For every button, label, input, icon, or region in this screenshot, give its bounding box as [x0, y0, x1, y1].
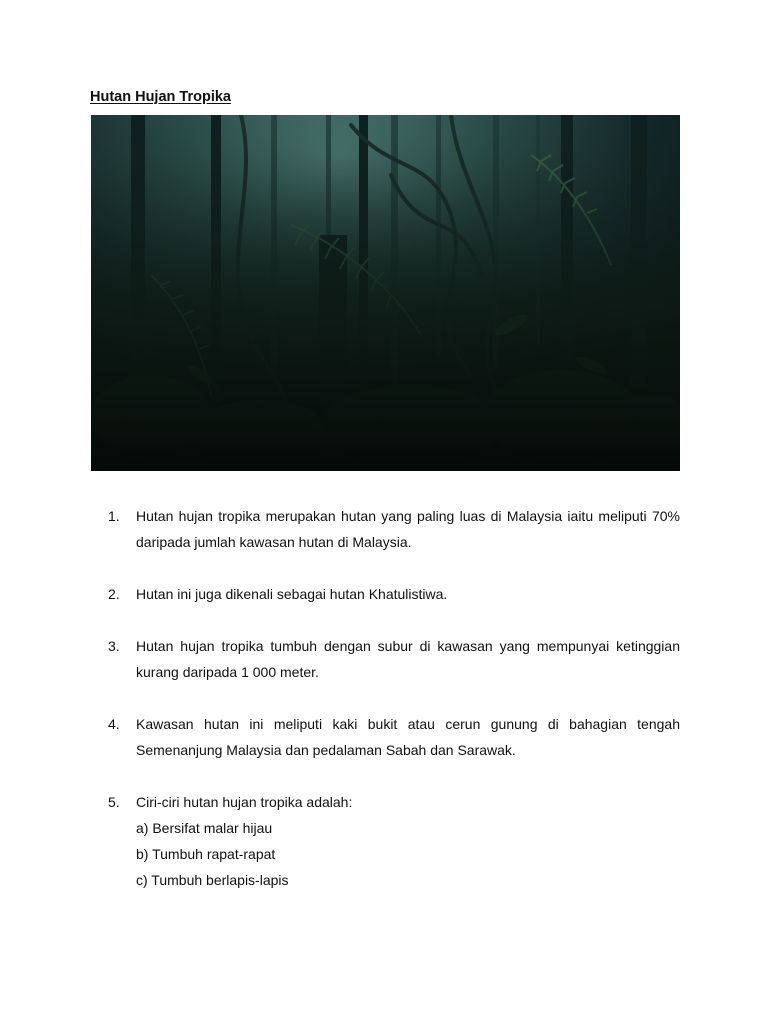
sub-item: b) Tumbuh rapat-rapat: [136, 846, 276, 862]
list-item-text: Hutan hujan tropika merupakan hutan yang paling luas di Malaysia iaitu meliputi 70% daripada jumlah kawasan hutan di Malaysia.: [136, 508, 680, 550]
list-item-text: Ciri-ciri hutan hujan tropika adalah:: [136, 794, 353, 810]
list-item-text: Kawasan hutan ini meliputi kaki bukit atau cerun gunung di bahagian tengah Semenanjung Malaysia dan pedalaman Sabah dan Sarawak.: [136, 716, 680, 758]
list-item: [108, 503, 680, 555]
list-item: [108, 789, 680, 893]
list-item: [108, 581, 680, 607]
list-number: 2.: [108, 586, 120, 602]
sub-item: a) Bersifat malar hijau: [136, 820, 273, 836]
sub-item: c) Tumbuh berlapis-lapis: [136, 872, 289, 888]
list-item: [108, 711, 680, 763]
rainforest-photo: [91, 115, 680, 471]
list-item: [108, 633, 680, 685]
list-number: 3.: [108, 638, 120, 654]
list-number: 4.: [108, 716, 120, 732]
list-number: 1.: [108, 508, 120, 524]
list-item-text: Hutan ini juga dikenali sebagai hutan Khatulistiwa.: [136, 586, 448, 602]
numbered-list: [108, 503, 680, 893]
document-title: Hutan Hujan Tropika: [90, 89, 231, 105]
list-item-text: Hutan hujan tropika tumbuh dengan subur di kawasan yang mempunyai ketinggian kurang daripada 1 000 meter.: [136, 638, 680, 680]
list-number: 5.: [108, 794, 120, 810]
